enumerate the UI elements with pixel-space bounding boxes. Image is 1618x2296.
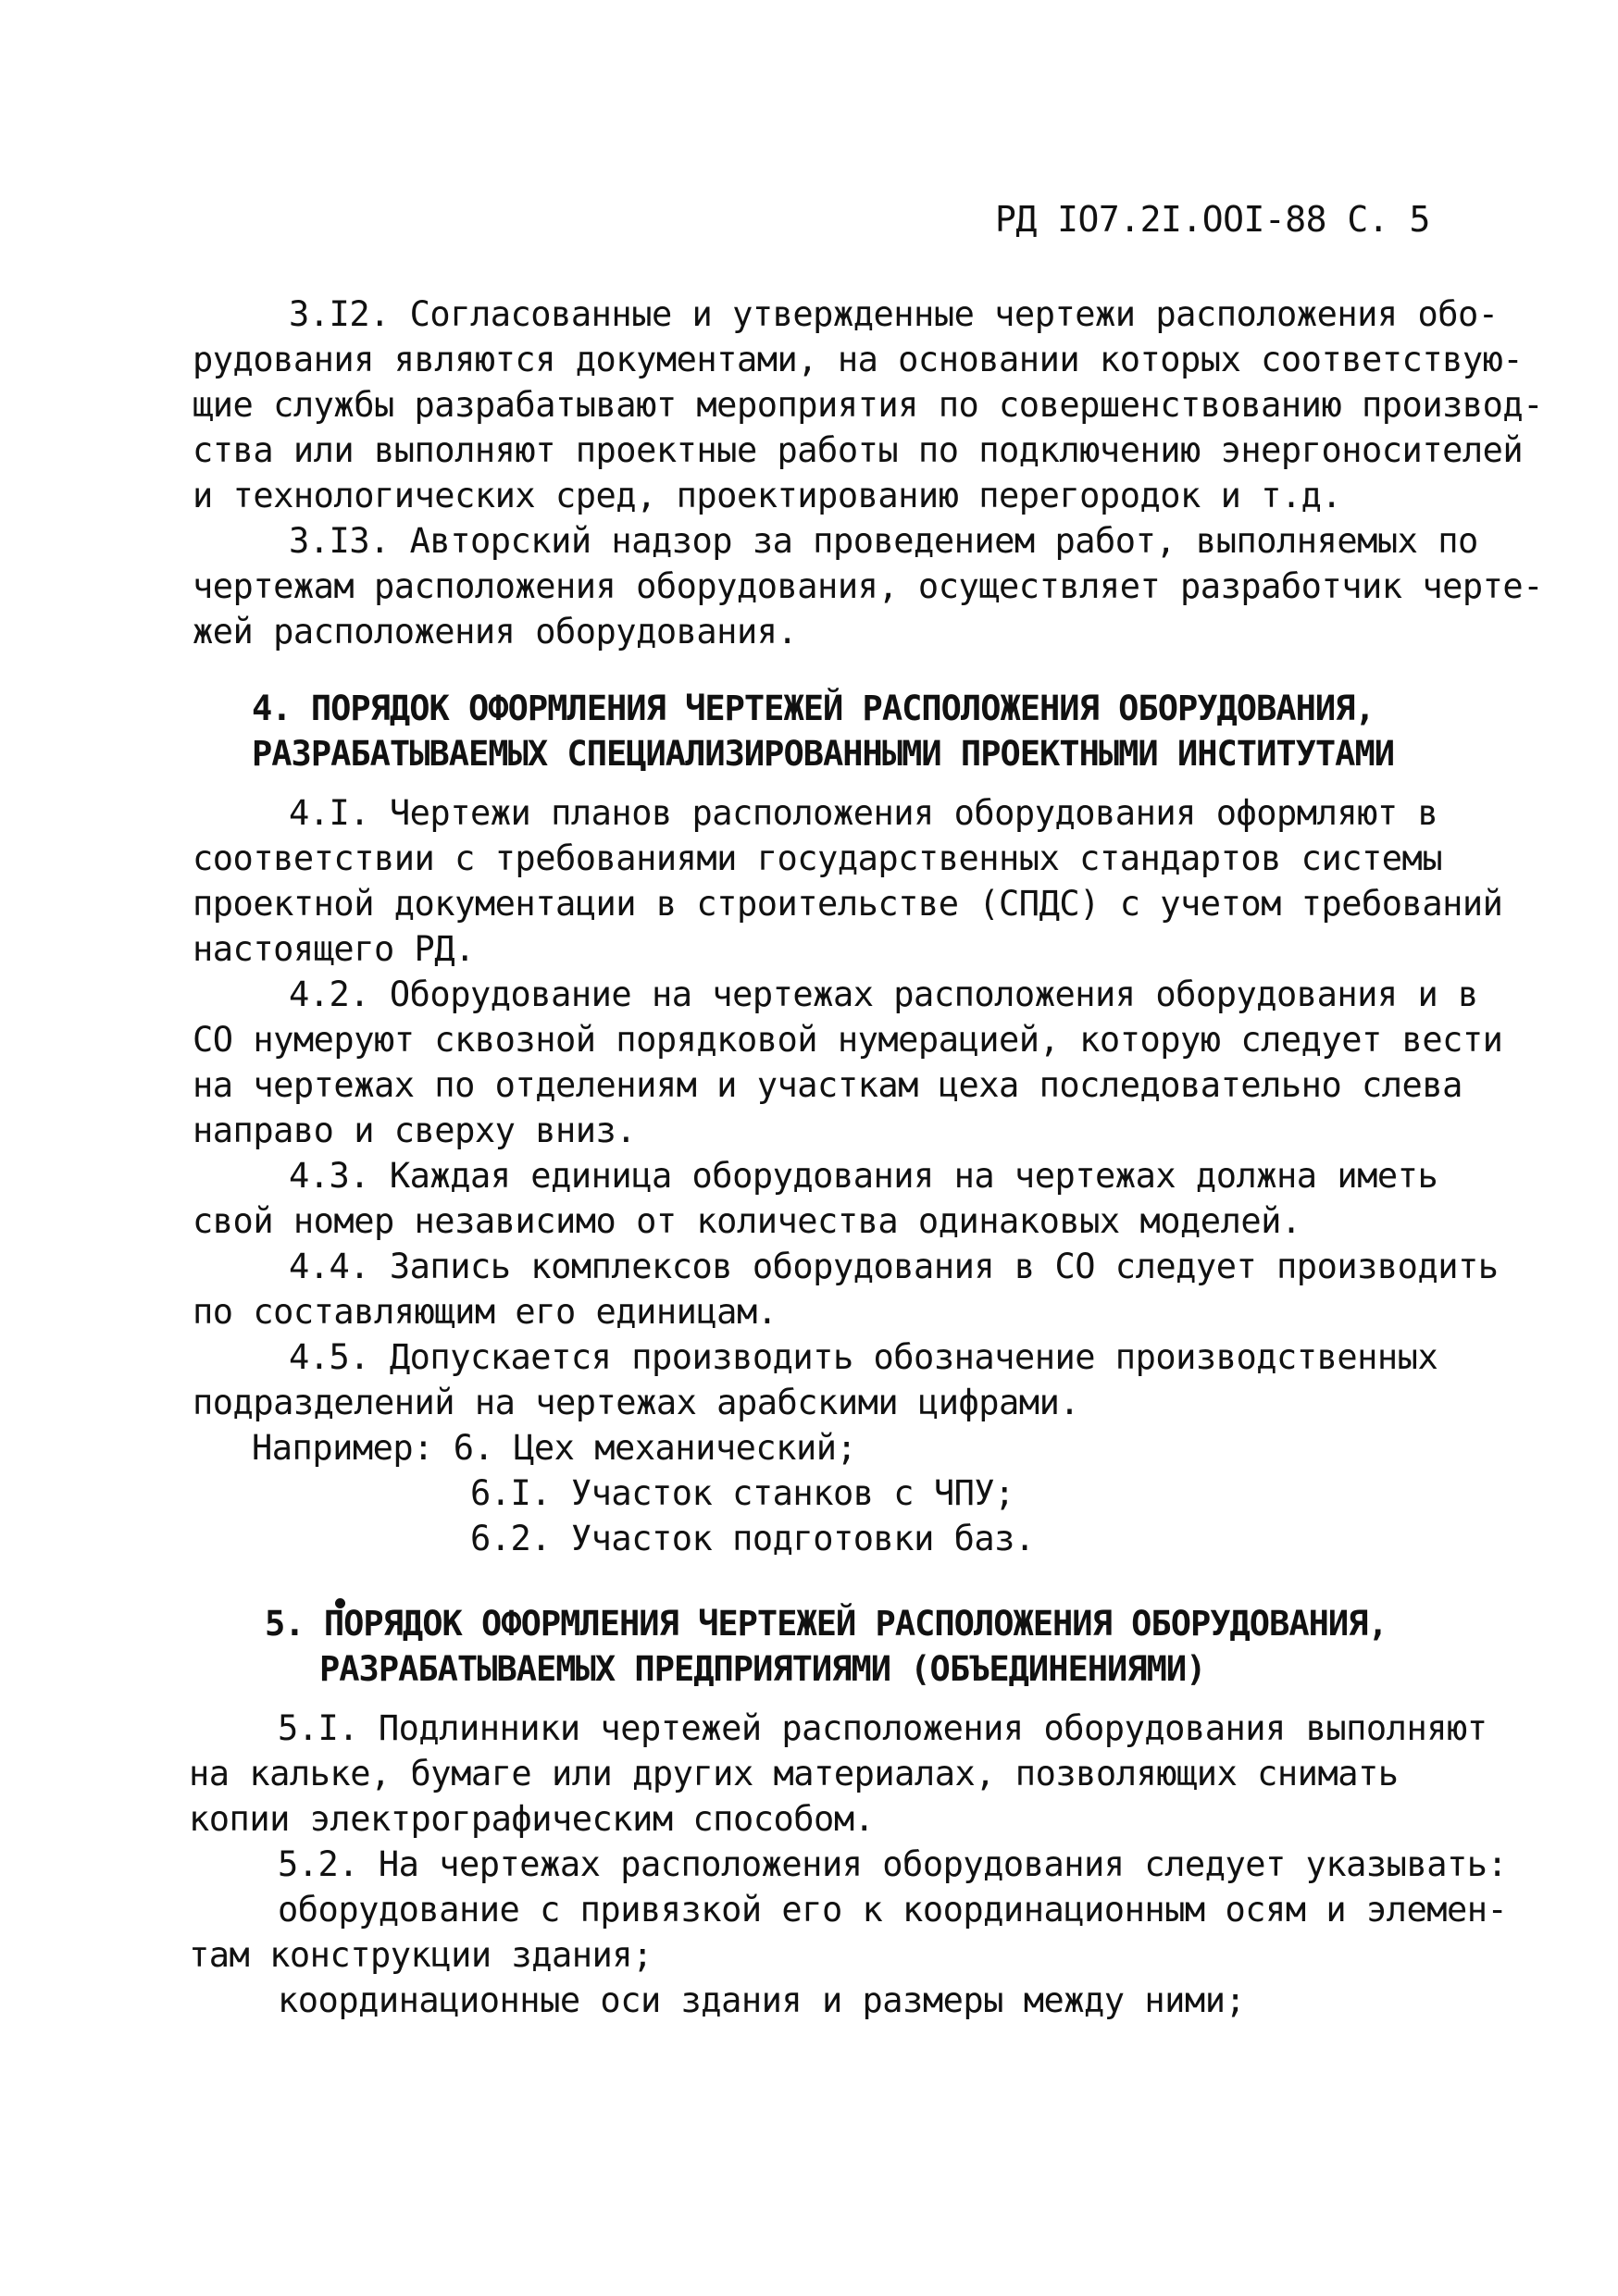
paragraph-line: на кальке, бумаге или других материалах, позволяющих снимать — [189, 1754, 1399, 1793]
page-header: РД IО7.2I.ООI-88 С. 5 — [995, 199, 1430, 240]
paragraph-line: оборудование с привязкой его к координационным осям и элемен- — [278, 1890, 1508, 1930]
example-line: 6.I. Участок станков с ЧПУ; — [470, 1473, 1014, 1513]
paragraph-line: соответствии с требованиями государственных стандартов системы — [193, 838, 1443, 878]
paragraph-line: настоящего РД. — [193, 929, 475, 969]
paragraph-line: 5.2. На чертежах расположения оборудования следует указывать: — [278, 1844, 1508, 1884]
paragraph-line: проектной документации в строительстве (СПДС) с учетом требований — [193, 884, 1503, 924]
paragraph-line: 4.3. Каждая единица оборудования на чертежах должна иметь — [289, 1156, 1438, 1196]
paragraph-line: ства или выполняют проектные работы по подключению энергоносителей — [193, 430, 1524, 470]
paragraph-line: координационные оси здания и размеры между ними; — [278, 1980, 1246, 2020]
paragraph-line: 3.I2. Согласованные и утвержденные чертежи расположения обо- — [289, 294, 1499, 334]
paragraph-line: на чертежах по отделениям и участкам цеха последовательно слева — [193, 1065, 1462, 1105]
paragraph-line: рудования являются документами, на основании которых соответствую- — [193, 340, 1524, 379]
paragraph-line: подразделений на чертежах арабскими цифрами. — [193, 1383, 1080, 1422]
section-heading: 5. ПОРЯДОК ОФОРМЛЕНИЯ ЧЕРТЕЖЕЙ РАСПОЛОЖЕНИЯ ОБОРУДОВАНИЯ, — [265, 1604, 1388, 1644]
paragraph-line: 5.I. Подлинники чертежей расположения оборудования выполняют — [278, 1708, 1487, 1748]
example-line: Например: 6. Цех механический; — [252, 1428, 857, 1468]
paragraph-line: направо и сверху вниз. — [193, 1111, 637, 1150]
paragraph-line: СО нумеруют сквозной порядковой нумерацией, которую следует вести — [193, 1020, 1503, 1060]
paragraph-line: 4.2. Оборудование на чертежах расположения оборудования и в — [289, 974, 1478, 1014]
paragraph-line: копии электрографическим способом. — [189, 1799, 875, 1839]
paragraph-line: и технологических сред, проектированию перегородок и т.д. — [193, 476, 1342, 515]
section-heading: РАЗРАБАТЫВАЕМЫХ ПРЕДПРИЯТИЯМИ (ОБЪЕДИНЕНИЯМИ) — [319, 1649, 1206, 1689]
paragraph-line: щие службы разрабатывают мероприятия по совершенствованию производ- — [193, 385, 1543, 425]
section-heading: 4. ПОРЯДОК ОФОРМЛЕНИЯ ЧЕРТЕЖЕЙ РАСПОЛОЖЕНИЯ ОБОРУДОВАНИЯ, — [252, 689, 1375, 728]
paragraph-line: 3.I3. Авторский надзор за проведением работ, выполняемых по — [289, 521, 1478, 561]
example-line: 6.2. Участок подготовки баз. — [470, 1519, 1035, 1558]
paragraph-line: 4.4. Запись комплексов оборудования в СО следует производить — [289, 1247, 1499, 1286]
section-heading: РАЗРАБАТЫВАЕМЫХ СПЕЦИАЛИЗИРОВАННЫМИ ПРОЕКТНЫМИ ИНСТИТУТАМИ — [252, 734, 1395, 774]
paragraph-line: 4.5. Допускается производить обозначение производственных — [289, 1337, 1438, 1377]
paragraph-line: по составляющим его единицам. — [193, 1292, 778, 1332]
paragraph-line: там конструкции здания; — [189, 1935, 653, 1975]
paragraph-line: свой номер независимо от количества одинаковых моделей. — [193, 1201, 1301, 1241]
paragraph-line: жей расположения оборудования. — [193, 612, 798, 652]
paragraph-line: 4.I. Чертежи планов расположения оборудования оформляют в — [289, 793, 1438, 833]
paragraph-line: чертежам расположения оборудования, осуществляет разработчик черте- — [193, 566, 1543, 606]
